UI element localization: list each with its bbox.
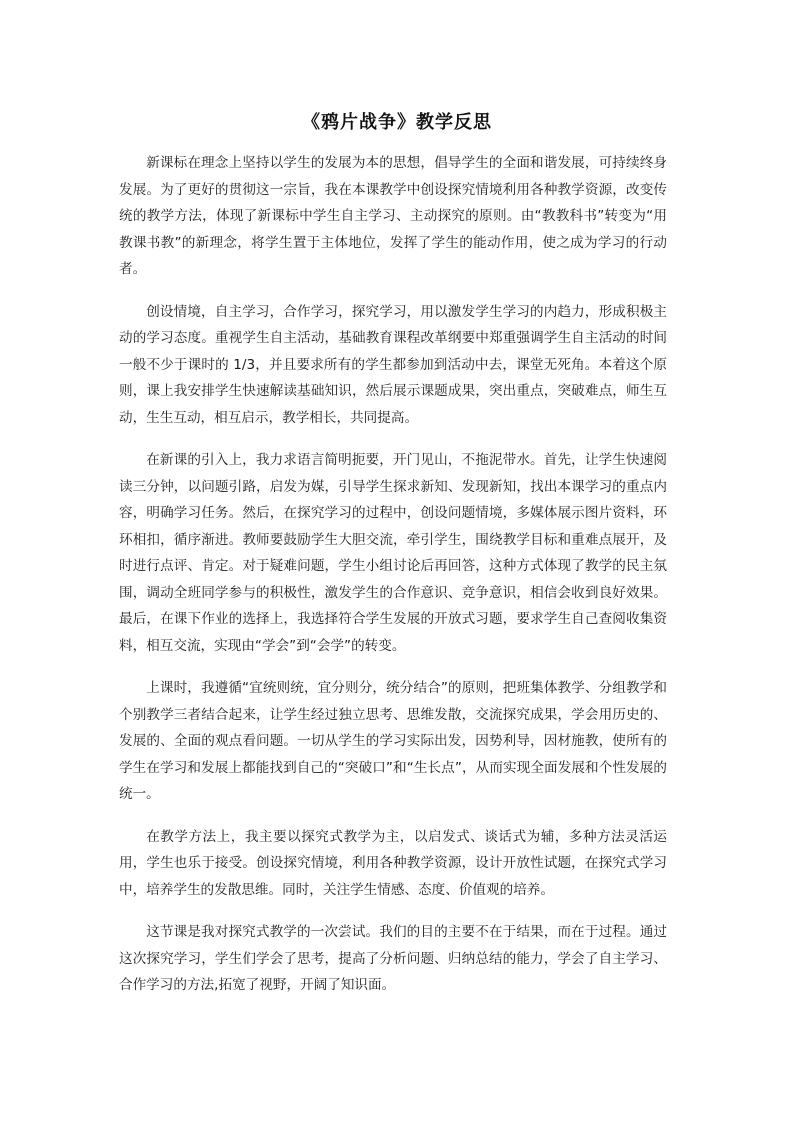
paragraph-6: 这节课是我对探究式教学的一次尝试。我们的目的主要不在于结果，而在于过程。通过这次探究学习，学生们学会了思考，提高了分析问题、归纳总结的能力，学会了自主学习、合作学习的方法,拓宽了视野，开阔了知识面。 [119, 924, 667, 993]
paragraph-3: 在新课的引入上，我力求语言简明扼要，开门见山，不拖泥带水。首先，让学生快速阅读三分钟，以问题引路，启发为媒，引导学生探求新知、发现新知，找出本课学习的重点内容，明确学习任务。然后，在探究学习的过程中，创设问题情境，多媒体展示图片资料，环环相扣，循序渐进。教师要鼓励学生大胆交流，牵引学生，围绕教学目标和重难点展开，及时进行点评、肯定。对于疑难问题，学生小组讨论后再回答，这种方式体现了教学的民主氛围，调动全班同学参与的积极性，激发学生的合作意识、竞争意识，相信会收到良好效果。最后，在课下作业的选择上，我选择符合学生发展的开放式习题，要求学生自己查阅收集资料，相互交流，实现由“学会”到“会学”的转变。 [119, 452, 667, 654]
paragraph-2: 创设情境，自主学习，合作学习，探究学习，用以激发学生学习的内趋力，形成积极主动的学习态度。重视学生自主活动，基础教育课程改革纲要中郑重强调学生自主活动的时间一般不少于课时的 1/3，并且要求所有的学生都参加到活动中去，课堂无死角。本着这个原则，课上我安排学生快速解读基础知识，然后展示课题成果，突出重点，突破难点，师生互动，生生互动，相互启示，教学相长，共同提高。 [119, 303, 667, 426]
paragraph-4: 上课时，我遵循“宜统则统，宜分则分，统分结合”的原则，把班集体教学、分组教学和个别教学三者结合起来，让学生经过独立思考、思维发散，交流探究成果，学会用历史的、发展的、全面的观点看问题。一切从学生的学习实际出发，因势利导，因材施教，使所有的学生在学习和发展上都能找到自己的“突破口”和“生长点”，从而实现全面发展和个性发展的统一。 [119, 680, 667, 802]
document-title: 《鸦片战争》教学反思 [302, 112, 492, 133]
document-body [119, 150, 667, 1015]
paragraph-1: 新课标在理念上坚持以学生的发展为本的思想，倡导学生的全面和谐发展，可持续终身发展。为了更好的贯彻这一宗旨，我在本课教学中创设探究情境利用各种教学资源，改变传统的教学方法，体现了新课标中学生自主学习、主动探究的原则。由“教教科书”转变为“用教课书教”的新理念，将学生置于主体地位，发挥了学生的能动作用，使之成为学习的行动者。 [119, 155, 667, 277]
paragraph-5: 在教学方法上，我主要以探究式教学为主，以启发式、谈话式为辅，多种方法灵活运用，学生也乐于接受。创设探究情境，利用各种教学资源，设计开放性试题，在探究式学习中，培养学生的发散思维。同时，关注学生情感、态度、价值观的培养。 [119, 828, 667, 898]
